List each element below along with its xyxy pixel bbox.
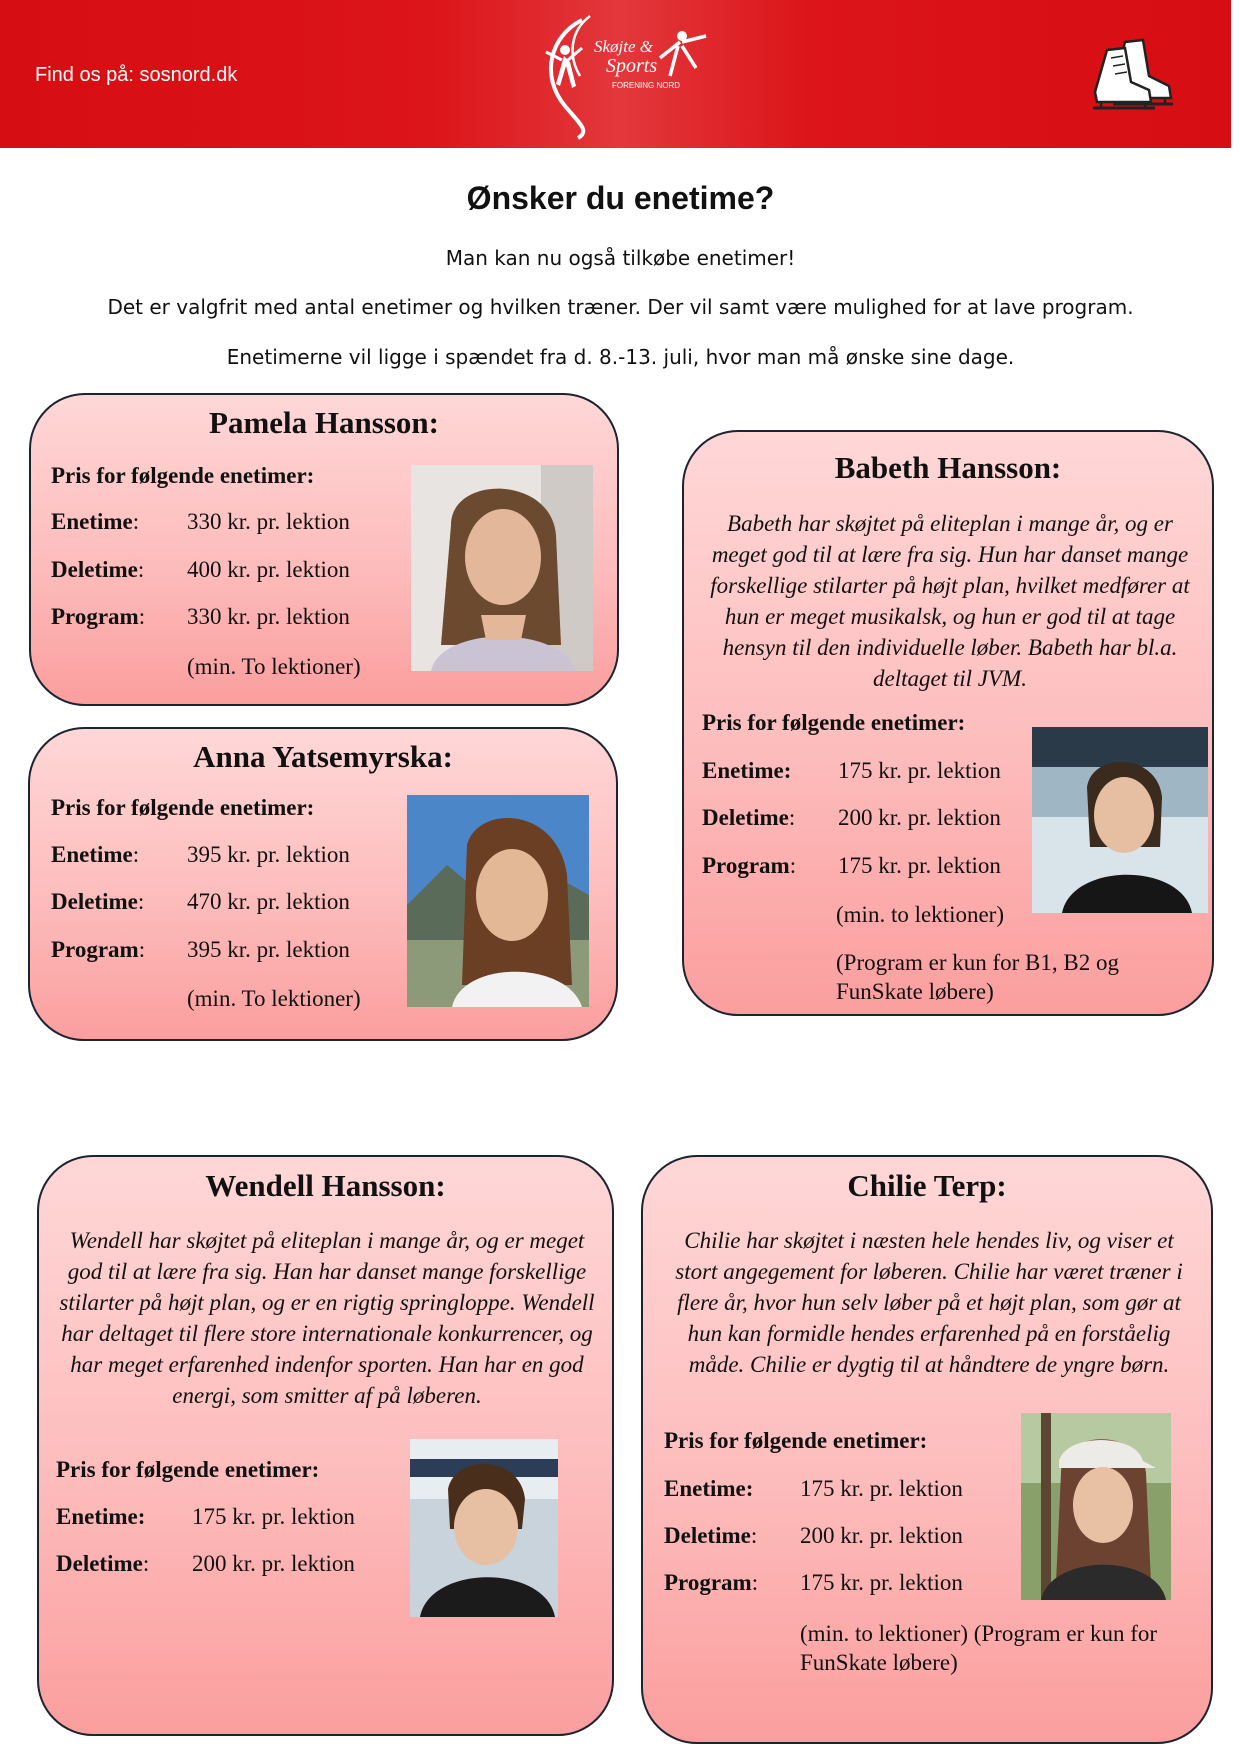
header-banner: [0, 0, 1241, 148]
trainer-card-pamela: [29, 393, 619, 706]
price-row-deletime: Deletime: 200 kr. pr. lektion: [664, 1523, 963, 1548]
intro-line-2: Det er valgfrit med antal enetimer og hvilken træner. Der vil samt være mulighed for at lave program.: [107, 295, 1134, 319]
website-link[interactable]: Find os på: sosnord.dk: [35, 64, 238, 86]
trainer-bio: Babeth har skøjtet på eliteplan i mange år, og er meget god til at lære fra sig. Hun har danset mange forskellige stilarter på højt plan, hvilket medfører at hun er meget musikalsk, og hun er god til at tage hensyn til den individuelle løber. Babeth har bl.a. deltaget til JVM.: [710, 511, 1190, 691]
price-row-enetime: Enetime: 175 kr. pr. lektion: [664, 1476, 963, 1501]
price-note: (min. To lektioner): [187, 986, 361, 1011]
price-heading: Pris for følgende enetimer:: [56, 1457, 320, 1482]
price-heading: Pris for følgende enetimer:: [664, 1428, 928, 1453]
price-row-deletime: Deletime: 200 kr. pr. lektion: [702, 805, 1001, 830]
program-note: (Program er kun for B1, B2 og FunSkate løbere): [836, 950, 1119, 1004]
trainer-name: Chilie Terp:: [847, 1168, 1007, 1203]
price-row-deletime: Deletime: 470 kr. pr. lektion: [51, 889, 350, 914]
logo-text-3: FORENING NORD: [612, 81, 680, 90]
trainer-name: Anna Yatsemyrska:: [193, 739, 453, 774]
trainer-photo: [1032, 727, 1208, 913]
price-note: (min. to lektioner) (Program er kun for FunSkate løbere): [800, 1621, 1158, 1675]
logo-text-2: Sports: [606, 55, 658, 77]
trainer-name: Wendell Hansson:: [205, 1168, 446, 1203]
price-note: (min. to lektioner): [836, 902, 1004, 927]
intro-line-3: Enetimerne vil ligge i spændet fra d. 8.-13. juli, hvor man må ønske sine dage.: [226, 345, 1015, 369]
price-row-program: Program: 175 kr. pr. lektion: [702, 853, 1001, 878]
trainer-bio: Wendell har skøjtet på eliteplan i mange år, og er meget god til at lære fra sig. Han har danset mange forskellige stilarter på højt plan, og er en rigtig springloppe. Wendell har deltaget til flere store internationale konkurrencer, og har meget erfarenhed indenfor sporten. Han har en god energi, som smitter af på løberen.: [59, 1228, 595, 1408]
price-row-deletime: Deletime: 400 kr. pr. lektion: [51, 557, 350, 582]
price-row-program: Program: 330 kr. pr. lektion: [51, 604, 350, 629]
logo-text-1: Skøjte &: [594, 37, 654, 56]
price-row-enetime: Enetime: 395 kr. pr. lektion: [51, 842, 350, 867]
price-row-deletime: Deletime: 200 kr. pr. lektion: [56, 1551, 355, 1576]
banner-edge: [1231, 0, 1241, 148]
trainer-card-wendell: [37, 1155, 614, 1736]
trainer-photo: [1021, 1413, 1171, 1600]
trainer-card-babeth: [682, 430, 1214, 1016]
trainer-card-chilie: [641, 1155, 1213, 1744]
price-row-enetime: Enetime: 175 kr. pr. lektion: [56, 1504, 355, 1529]
trainer-photo: [407, 795, 589, 1007]
price-heading: Pris for følgende enetimer:: [51, 795, 315, 820]
trainer-photo: [410, 1439, 558, 1617]
price-row-enetime: Enetime: 175 kr. pr. lektion: [702, 758, 1001, 783]
trainer-name: Pamela Hansson:: [209, 405, 439, 440]
price-heading: Pris for følgende enetimer:: [51, 463, 315, 488]
club-logo: [520, 6, 720, 142]
price-row-program: Program: 395 kr. pr. lektion: [51, 937, 350, 962]
trainer-bio: Chilie har skøjtet i næsten hele hendes liv, og viser et stort angegement for løberen. Chilie har været træner i flere år, hvor hun selv løber på et højt plan, som gør at hun kan formidle hendes erfarenhed på en forståelig måde. Chilie er dygtig til at håndtere de yngre børn.: [675, 1228, 1183, 1377]
trainer-photo: [411, 465, 593, 671]
price-row-enetime: Enetime: 330 kr. pr. lektion: [51, 509, 350, 534]
price-note: (min. To lektioner): [187, 654, 361, 679]
price-row-program: Program: 175 kr. pr. lektion: [664, 1570, 963, 1595]
intro-line-1: Man kan nu også tilkøbe enetimer!: [445, 246, 796, 270]
page-title: Ønsker du enetime?: [466, 180, 775, 216]
price-heading: Pris for følgende enetimer:: [702, 710, 966, 735]
trainer-card-anna: [28, 727, 618, 1041]
ice-skates-icon: [1085, 36, 1181, 116]
trainer-name: Babeth Hansson:: [834, 450, 1062, 485]
